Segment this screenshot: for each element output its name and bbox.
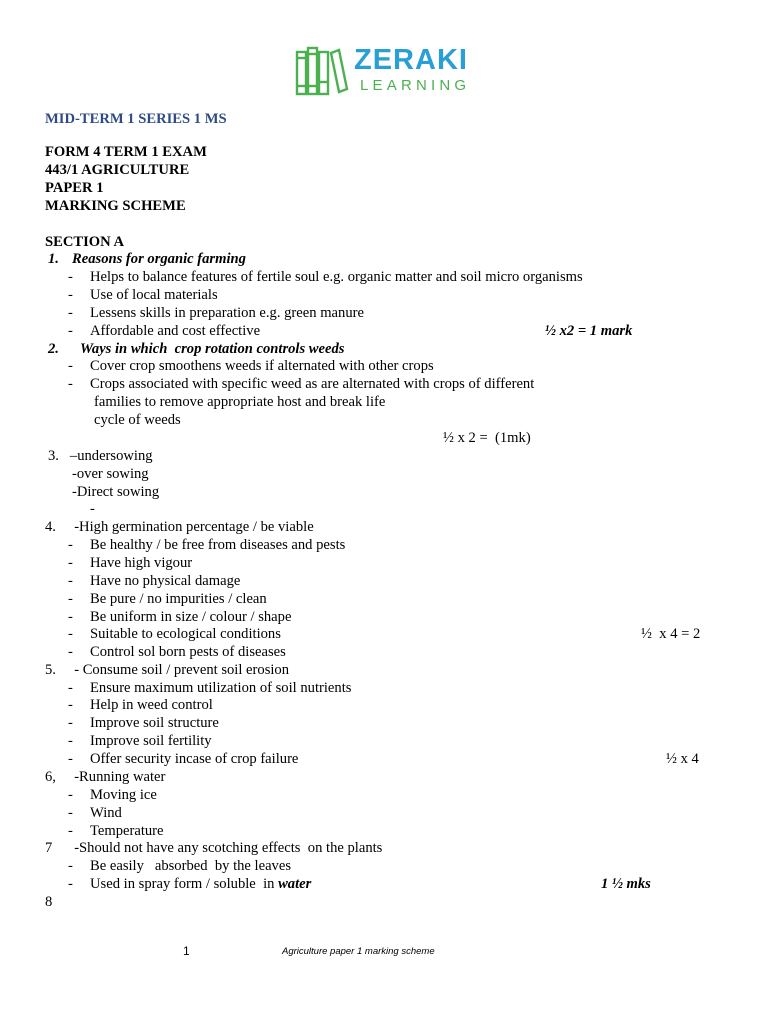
dash: - bbox=[68, 287, 73, 303]
dash: - bbox=[68, 876, 73, 892]
q7-item: Used in spray form / soluble in bbox=[90, 876, 279, 892]
q2-item-continued: cycle of weeds bbox=[94, 412, 181, 428]
dash: - bbox=[68, 305, 73, 321]
dash: - bbox=[68, 858, 73, 874]
q2-item: Crops associated with specific weed as are alternated with crops of different bbox=[90, 376, 535, 392]
exam-line-subject: 443/1 AGRICULTURE bbox=[45, 162, 190, 178]
q1-marks: ½ x2 = 1 mark bbox=[545, 323, 633, 339]
q5-item: Help in weed control bbox=[90, 697, 213, 713]
q4-item: Be pure / no impurities / clean bbox=[90, 591, 267, 607]
footer-note: Agriculture paper 1 marking scheme bbox=[282, 946, 435, 957]
q6-item: Temperature bbox=[90, 823, 164, 839]
dash: - bbox=[68, 805, 73, 821]
q4-item: Have no physical damage bbox=[90, 573, 241, 589]
logo-subtitle: LEARNING bbox=[360, 77, 471, 94]
dash: - bbox=[68, 358, 73, 374]
q6-item: Moving ice bbox=[90, 787, 157, 803]
q8-number: 8 bbox=[45, 894, 53, 910]
q7-marks: 1 ½ mks bbox=[601, 876, 651, 892]
dash: - bbox=[68, 697, 73, 713]
q6-item: Wind bbox=[90, 805, 122, 821]
dash: - bbox=[68, 573, 73, 589]
q1-item: Lessens skills in preparation e.g. green manure bbox=[90, 305, 364, 321]
q1-title: Reasons for organic farming bbox=[72, 251, 246, 267]
q1-item: Use of local materials bbox=[90, 287, 218, 303]
q7-item: Be easily absorbed by the leaves bbox=[90, 858, 292, 874]
q3-line: -Direct sowing bbox=[72, 484, 160, 500]
q4-first-line: 4. -High germination percentage / be viable bbox=[45, 519, 314, 535]
q5-item: Improve soil fertility bbox=[90, 733, 212, 749]
q3-line: - bbox=[90, 501, 95, 517]
dash: - bbox=[68, 555, 73, 571]
dash: - bbox=[68, 823, 73, 839]
section-heading: SECTION A bbox=[45, 234, 125, 250]
q5-first-line: 5. - Consume soil / prevent soil erosion bbox=[45, 662, 290, 678]
dash: - bbox=[68, 644, 73, 660]
dash: - bbox=[68, 733, 73, 749]
q5-item: Offer security incase of crop failure bbox=[90, 751, 299, 767]
zeraki-logo bbox=[294, 44, 484, 98]
q4-item: Be uniform in size / colour / shape bbox=[90, 609, 292, 625]
series-title: MID-TERM 1 SERIES 1 MS bbox=[45, 111, 227, 127]
q5-item: Improve soil structure bbox=[90, 715, 219, 731]
q5-marks: ½ x 4 bbox=[666, 751, 699, 767]
q3-line: 3. –undersowing bbox=[48, 448, 153, 464]
dash: - bbox=[68, 626, 73, 642]
q2-item: Cover crop smoothens weeds if alternated with other crops bbox=[90, 358, 434, 374]
dash: - bbox=[68, 323, 73, 339]
q4-marks: ½ x 4 = 2 bbox=[641, 626, 701, 642]
q1-number: 1. bbox=[48, 251, 59, 267]
dash: - bbox=[68, 591, 73, 607]
dash: - bbox=[68, 680, 73, 696]
books-icon bbox=[294, 44, 350, 98]
q4-item: Have high vigour bbox=[90, 555, 193, 571]
q4-item: Suitable to ecological conditions bbox=[90, 626, 281, 642]
q2-marks: ½ x 2 = (1mk) bbox=[443, 430, 531, 446]
q3-line: -over sowing bbox=[72, 466, 149, 482]
exam-line-paper: PAPER 1 bbox=[45, 180, 104, 196]
q4-item: Control sol born pests of diseases bbox=[90, 644, 286, 660]
dash: - bbox=[68, 751, 73, 767]
q1-item: Affordable and cost effective bbox=[90, 323, 261, 339]
dash: - bbox=[68, 787, 73, 803]
dash: - bbox=[68, 269, 73, 285]
q7-emphasis: water bbox=[278, 876, 312, 892]
exam-line-scheme: MARKING SCHEME bbox=[45, 198, 186, 214]
dash: - bbox=[68, 715, 73, 731]
page-number: 1 bbox=[183, 944, 190, 958]
q2-title: Ways in which crop rotation controls weeds bbox=[80, 341, 345, 357]
dash: - bbox=[68, 537, 73, 553]
q7-first-line: 7 -Should not have any scotching effects on the plants bbox=[45, 840, 383, 856]
q1-item: Helps to balance features of fertile soul e.g. organic matter and soil micro organisms bbox=[90, 269, 583, 285]
dash: - bbox=[68, 609, 73, 625]
q7-item-line bbox=[90, 875, 311, 893]
dash: - bbox=[68, 376, 73, 392]
q2-item-continued: families to remove appropriate host and break life bbox=[94, 394, 386, 410]
exam-line-form: FORM 4 TERM 1 EXAM bbox=[45, 144, 207, 160]
q6-first-line: 6, -Running water bbox=[45, 769, 166, 785]
q4-item: Be healthy / be free from diseases and pests bbox=[90, 537, 346, 553]
q2-number: 2. bbox=[48, 341, 59, 357]
logo-wordmark: ZERAKI bbox=[354, 44, 468, 76]
q5-item: Ensure maximum utilization of soil nutrients bbox=[90, 680, 352, 696]
